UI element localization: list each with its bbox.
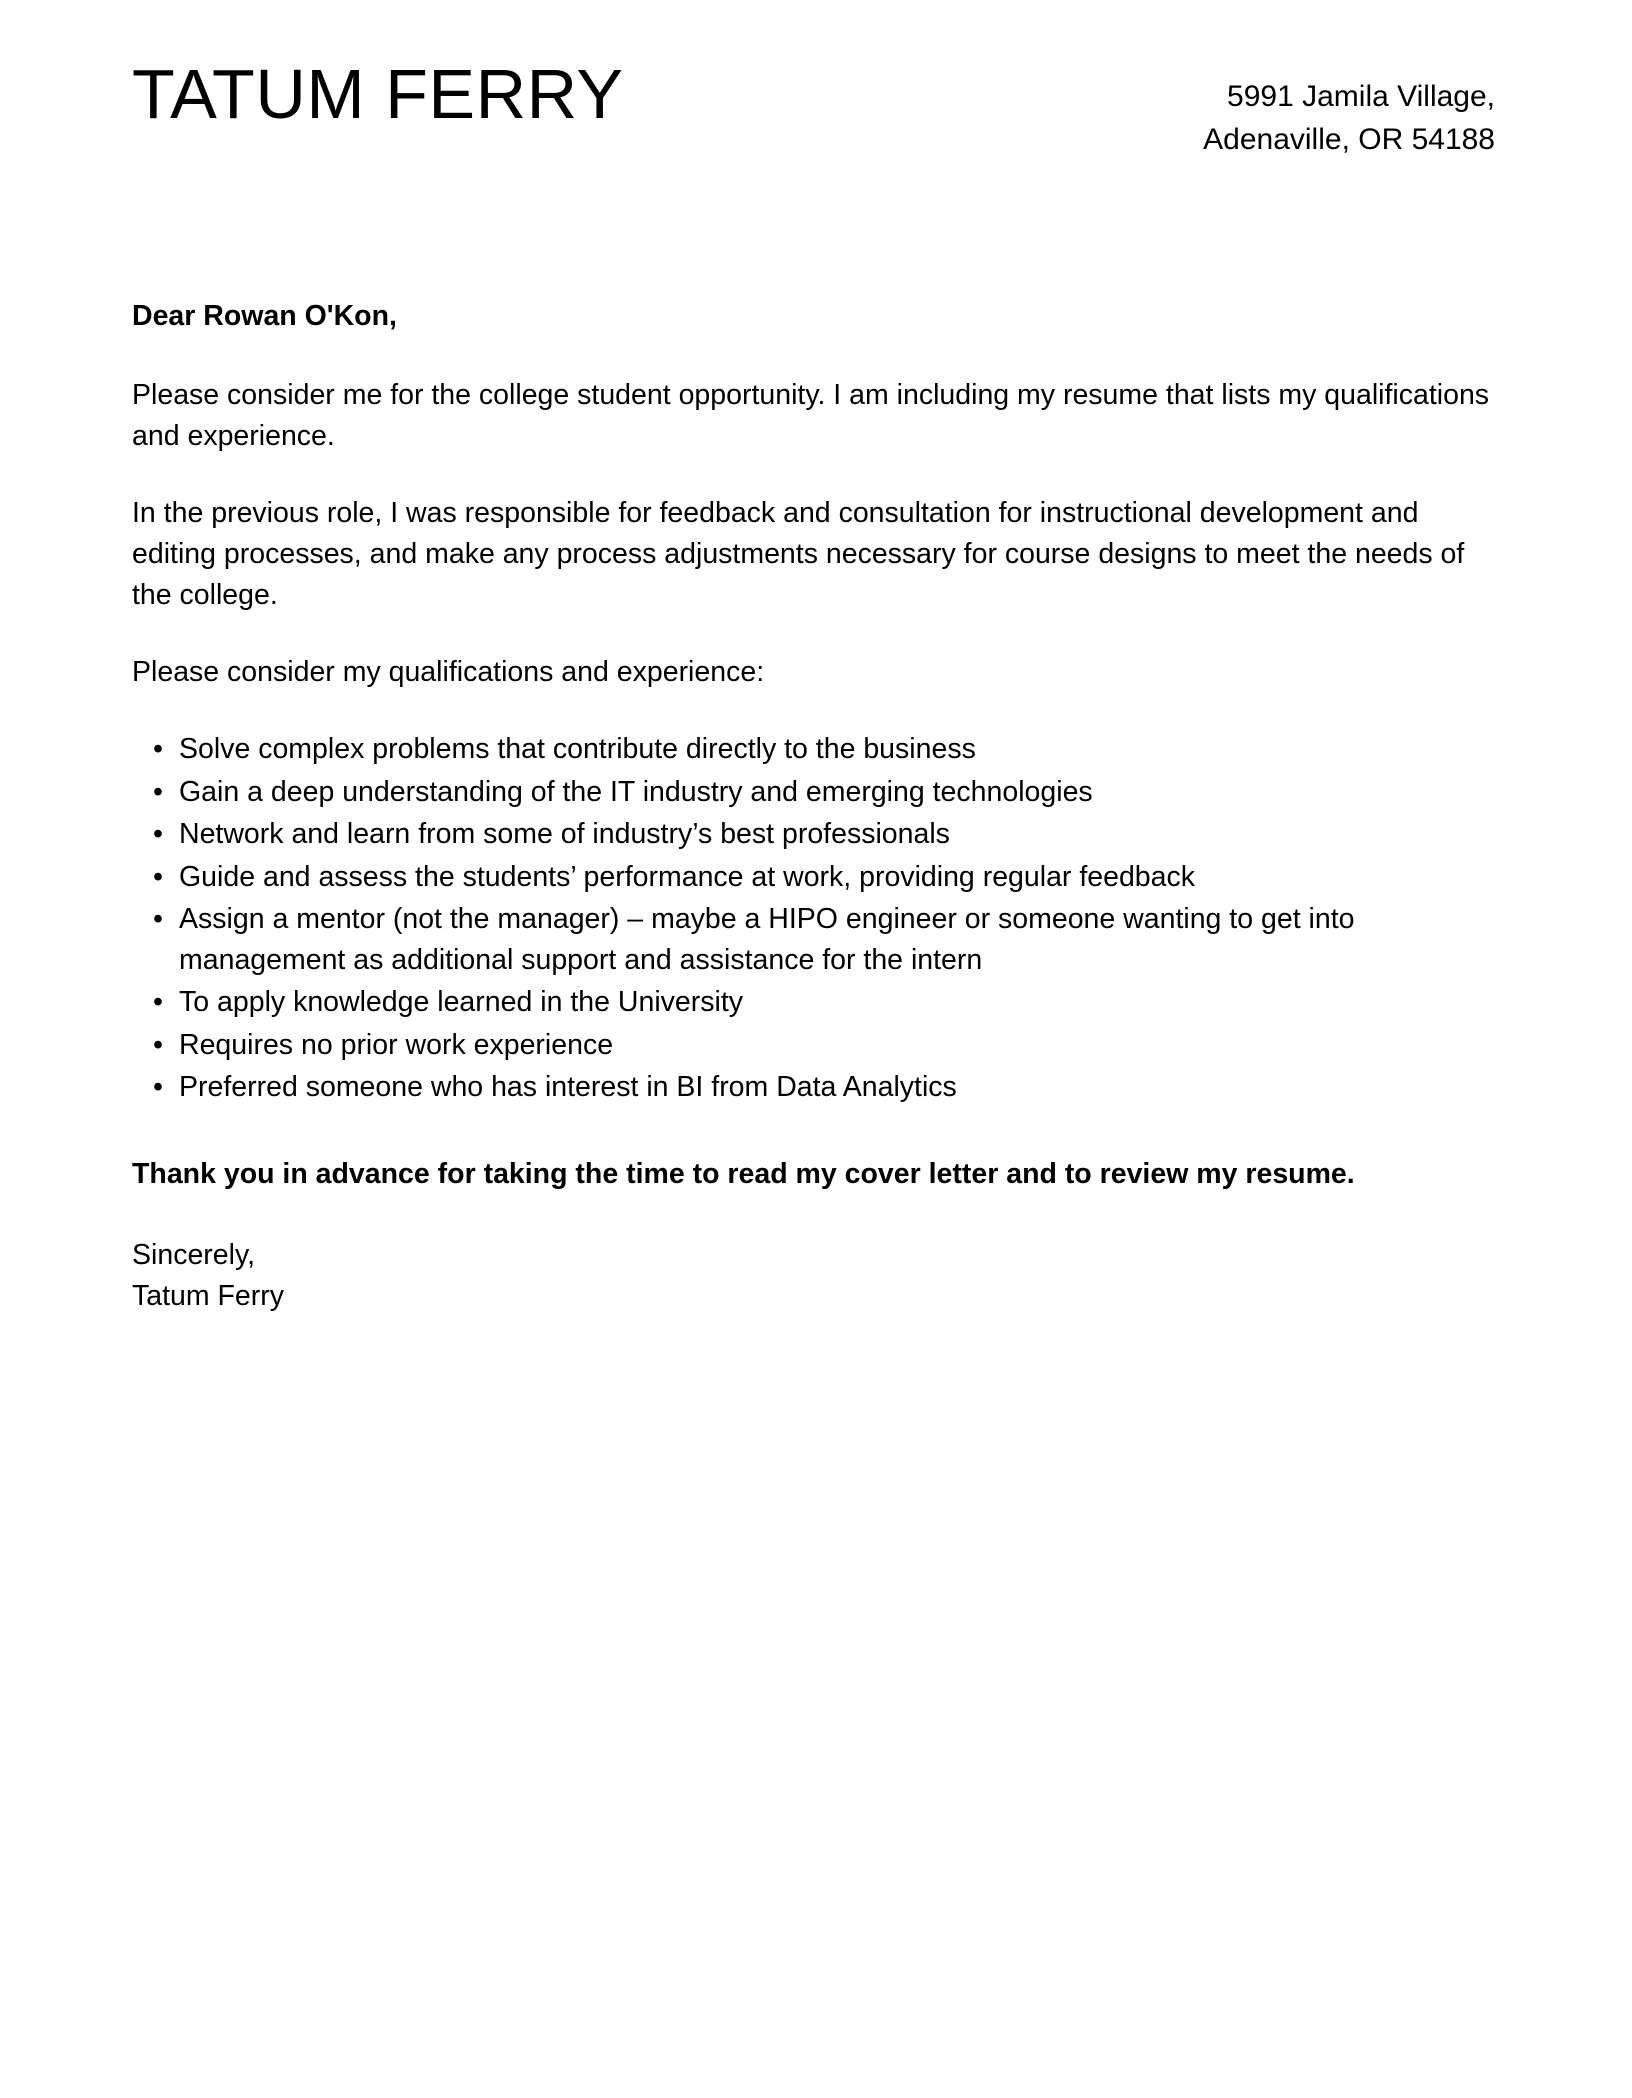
list-item: • Assign a mentor (not the manager) – maybe a HIPO engineer or someone wanting to get into management as additional support and assistance for the intern xyxy=(132,899,1495,980)
list-item: • Guide and assess the students’ performance at work, providing regular feedback xyxy=(132,857,1495,897)
letter-content-area xyxy=(132,0,1495,1317)
list-item: • Preferred someone who has interest in BI from Data Analytics xyxy=(132,1067,1495,1107)
list-item: • Gain a deep understanding of the IT industry and emerging technologies xyxy=(132,772,1495,812)
letter-header xyxy=(132,0,1495,161)
sign-off-text: Sincerely, xyxy=(132,1238,256,1271)
salutation: Dear Rowan O'Kon, xyxy=(132,300,397,333)
list-item: • Network and learn from some of industry’s best professionals xyxy=(132,814,1495,854)
qualifications-list xyxy=(132,729,1495,1107)
address-line-1: 5991 Jamila Village, xyxy=(1227,80,1495,113)
paragraph-experience: In the previous role, I was responsible for feedback and consultation for instructional development and editing processes, and make any process adjustments necessary for course designs to meet the needs of the college. xyxy=(132,497,1465,612)
address-line-2: Adenaville, OR 54188 xyxy=(1203,122,1495,156)
closing-statement: Thank you in advance for taking the time to read my cover letter and to review my resume. xyxy=(132,1157,1355,1190)
list-item: • Solve complex problems that contribute directly to the business xyxy=(132,729,1495,769)
paragraph-qualifications-lead-in: Please consider my qualifications and experience: xyxy=(132,656,765,689)
list-item: • To apply knowledge learned in the University xyxy=(132,982,1495,1022)
list-item: • Requires no prior work experience xyxy=(132,1025,1495,1065)
page-title: TATUM FERRY xyxy=(132,55,624,133)
letter-body xyxy=(132,296,1495,1317)
signature-block xyxy=(132,1235,1495,1317)
sender-address-block xyxy=(1203,58,1495,161)
signature-name: Tatum Ferry xyxy=(132,1279,285,1312)
paragraph-intro: Please consider me for the college student opportunity. I am including my resume that lists my qualifications and experience. xyxy=(132,379,1490,453)
